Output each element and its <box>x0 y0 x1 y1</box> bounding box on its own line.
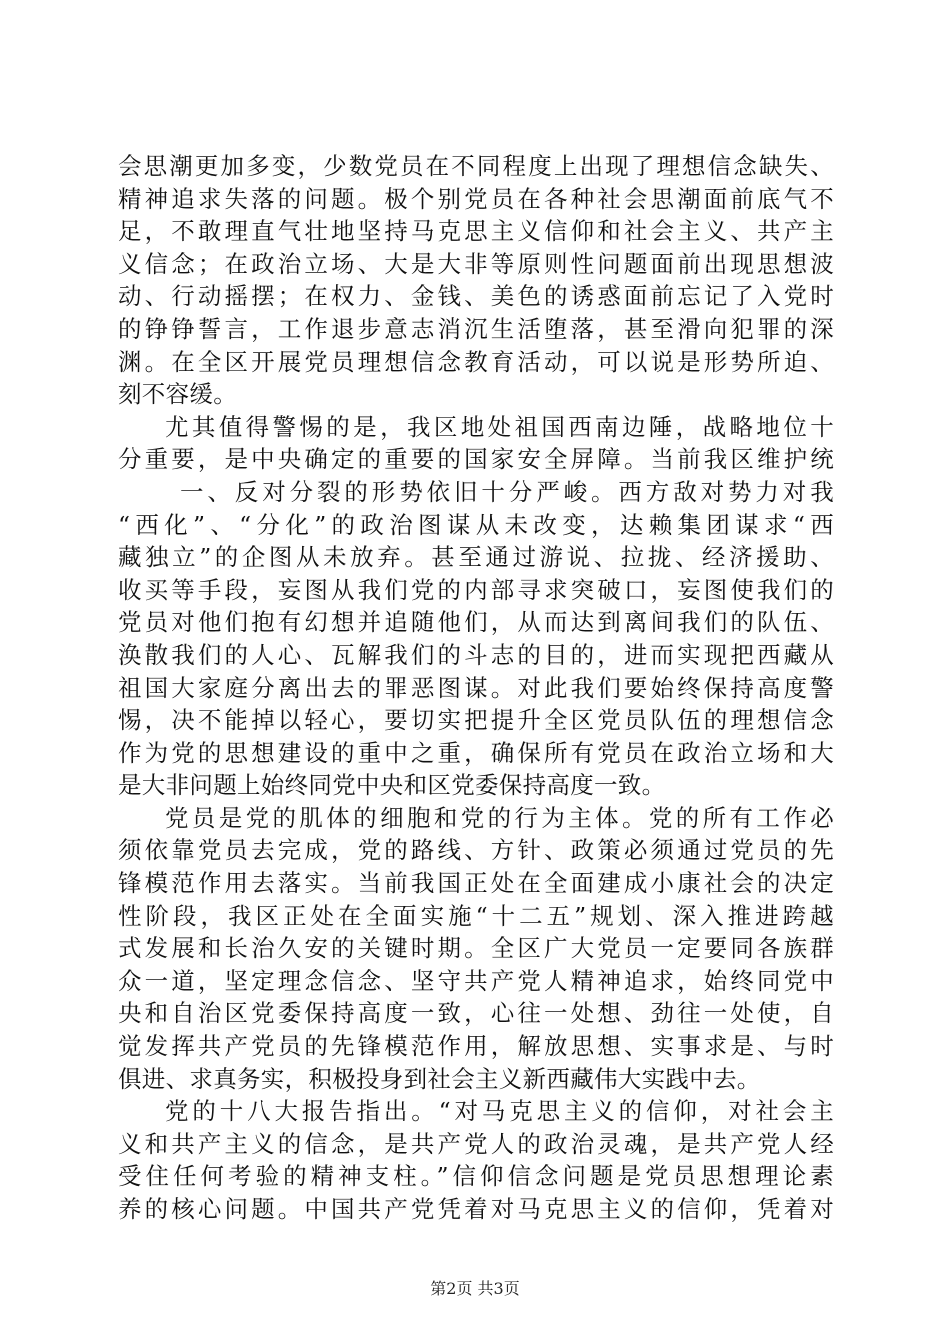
text-line: 俱进、求真务实，积极投身到社会主义新西藏伟大实践中去。 <box>118 1064 761 1093</box>
text-line: 觉发挥共产党员的先锋模范作用，解放思想、实事求是、与时 <box>118 1032 834 1061</box>
text-line: 受住任何考验的精神支柱。”信仰信念问题是党员思想理论素 <box>118 1162 834 1191</box>
text-line: 锋模范作用去落实。当前我国正处在全面建成小康社会的决定 <box>118 869 834 898</box>
text-line: 义和共产主义的信念，是共产党人的政治灵魂，是共产党人经 <box>118 1129 834 1158</box>
text-line: 祖国大家庭分离出去的罪恶图谋。对此我们要始终保持高度警 <box>118 673 834 702</box>
text-line: 作为党的思想建设的重中之重，确保所有党员在政治立场和大 <box>118 738 834 767</box>
page-footer: 第2页 共3页 <box>430 1279 520 1298</box>
text-line: 尤其值得警惕的是，我区地处祖国西南边陲，战略地位十 <box>165 412 834 441</box>
text-line: 性阶段，我区正处在全面实施“十二五”规划、深入推进跨越 <box>118 901 834 930</box>
text-line: 会思潮更加多变，少数党员在不同程度上出现了理想信念缺失、 <box>118 152 834 180</box>
text-line: 足，不敢理直气壮地坚持马克思主义信仰和社会主义、共产主 <box>118 217 834 246</box>
text-line: 的铮铮誓言，工作退步意志消沉生活堕落，甚至滑向犯罪的深 <box>118 314 834 343</box>
text-line: 须依靠党员去完成，党的路线、方针、政策必须通过党员的先 <box>118 836 834 865</box>
text-line: 党员是党的肌体的细胞和党的行为主体。党的所有工作必 <box>165 803 834 832</box>
text-line: 一、反对分裂的形势依旧十分严峻。西方敌对势力对我 <box>180 477 834 506</box>
text-line: 收买等手段，妄图从我们党的内部寻求突破口，妄图使我们的 <box>118 575 834 604</box>
text-line: 党员对他们抱有幻想并追随他们，从而达到离间我们的队伍、 <box>118 608 834 637</box>
body-text <box>118 150 834 1226</box>
text-line: 央和自治区党委保持高度一致，心往一处想、劲往一处使，自 <box>118 999 834 1028</box>
text-line: 惕，决不能掉以轻心，要切实把提升全区党员队伍的理想信念 <box>118 706 834 735</box>
text-line: 众一道，坚定理念信念、坚守共产党人精神追求，始终同党中 <box>118 966 834 995</box>
text-line: 刻不容缓。 <box>118 380 237 409</box>
text-line: 精神追求失落的问题。极个别党员在各种社会思潮面前底气不 <box>118 184 834 213</box>
text-line: 养的核心问题。中国共产党凭着对马克思主义的信仰，凭着对 <box>118 1195 834 1223</box>
text-line: 党的十八大报告指出。“对马克思主义的信仰，对社会主 <box>165 1097 834 1126</box>
text-line: “西化”、“分化”的政治图谋从未改变，达赖集团谋求“西 <box>118 510 834 539</box>
text-line: 动、行动摇摆；在权力、金钱、美色的诱惑面前忘记了入党时 <box>118 282 834 311</box>
text-line: 义信念；在政治立场、大是大非等原则性问题面前出现思想波 <box>118 249 834 278</box>
text-line: 涣散我们的人心、瓦解我们的斗志的目的，进而实现把西藏从 <box>118 640 834 669</box>
text-line: 渊。在全区开展党员理想信念教育活动，可以说是形势所迫、 <box>118 347 834 376</box>
text-line: 是大非问题上始终同党中央和区党委保持高度一致。 <box>118 771 666 800</box>
text-line: 式发展和长治久安的关键时期。全区广大党员一定要同各族群 <box>118 934 834 963</box>
text-line: 藏独立”的企图从未放弃。甚至通过游说、拉拢、经济援助、 <box>118 543 834 572</box>
text-line: 分重要，是中央确定的重要的国家安全屏障。当前我区维护统 <box>118 445 834 474</box>
